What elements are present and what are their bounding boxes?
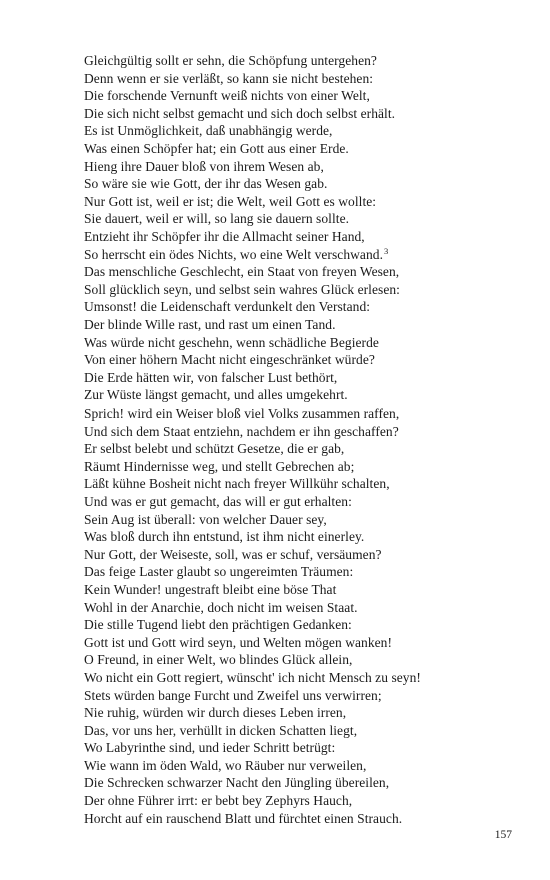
- verse-line: Die Erde hätten wir, von falscher Lust bethört,: [84, 369, 338, 385]
- verse-line: Denn wenn er sie verläßt, so kann sie nicht bestehen:: [84, 70, 374, 86]
- verse-line: O Freund, in einer Welt, wo blindes Glück allein,: [84, 652, 353, 668]
- page-number: 157: [494, 829, 512, 841]
- verse-line: So wäre sie wie Gott, der ihr das Wesen gab.: [84, 176, 328, 192]
- verse-line: Von einer höhern Macht nicht eingeschränket würde?: [84, 352, 375, 368]
- verse-line: Die sich nicht selbst gemacht und sich doch selbst erhält.: [84, 105, 396, 121]
- verse-line: Sprich! wird ein Weiser bloß viel Volks zusammen raffen,: [84, 406, 400, 421]
- verse-line: Was einen Schöpfer hat; ein Gott aus einer Erde.: [84, 140, 349, 156]
- verse-line: Sein Aug ist überall: von welcher Dauer sey,: [84, 511, 327, 527]
- stanza-2: [84, 405, 524, 827]
- verse-line: Das, vor uns her, verhüllt in dicken Schatten liegt,: [84, 722, 358, 738]
- verse-line: Stets würden bange Furcht und Zweifel uns verwirren;: [84, 687, 382, 703]
- verse-line: Horcht auf ein rauschend Blatt und fürchtet einen Strauch.: [84, 810, 403, 826]
- verse-line: Umsonst! die Leidenschaft verdunkelt den Verstand:: [84, 299, 371, 315]
- verse-line: Räumt Hindernisse weg, und stellt Gebrechen ab;: [84, 458, 355, 474]
- verse-line-with-footnote: [84, 246, 524, 264]
- verse-line: Sie dauert, weil er will, so lang sie dauern sollte.: [84, 211, 350, 227]
- verse-line: Das menschliche Geschlecht, ein Staat von freyen Wesen,: [84, 264, 400, 280]
- verse-line: Gleichgültig sollt er sehn, die Schöpfung untergehen?: [84, 53, 377, 68]
- verse-line: Wie wann im öden Wald, wo Räuber nur verweilen,: [84, 757, 367, 773]
- verse-line: Das feige Laster glaubt so ungereimten Träumen:: [84, 564, 354, 580]
- verse-line: Soll glücklich seyn, und selbst sein wahres Glück erlesen:: [84, 281, 400, 297]
- verse-line: Der blinde Wille rast, und rast um einen Tand.: [84, 316, 336, 332]
- verse-line: Die Schrecken schwarzer Nacht den Jüngling übereilen,: [84, 775, 390, 791]
- verse-line: Es ist Unmöglichkeit, daß unabhängig werde,: [84, 123, 333, 139]
- verse-line: Die forschende Vernunft weiß nichts von einer Welt,: [84, 88, 370, 104]
- verse-line: Entzieht ihr Schöpfer ihr die Allmacht seiner Hand,: [84, 228, 365, 244]
- verse-line: Was bloß durch ihn entstund, ist ihm nicht einerley.: [84, 529, 365, 545]
- verse-line: Wohl in der Anarchie, doch nicht im weisen Staat.: [84, 599, 358, 615]
- verse-line: Und was er gut gemacht, das will er gut erhalten:: [84, 493, 352, 509]
- verse-line: Der ohne Führer irrt: er bebt bey Zephyrs Hauch,: [84, 793, 353, 809]
- verse-line: Die stille Tugend liebt den prächtigen Gedanken:: [84, 617, 352, 633]
- verse-line: Läßt kühne Bosheit nicht nach freyer Willkühr schalten,: [84, 476, 390, 492]
- verse-line: Und sich dem Staat entziehn, nachdem er ihn geschaffen?: [84, 423, 399, 439]
- verse-line: Zur Wüste längst gemacht, und alles umgekehrt.: [84, 387, 348, 403]
- verse-line: Hieng ihre Dauer bloß von ihrem Wesen ab,: [84, 158, 324, 174]
- verse-line: Kein Wunder! ungestraft bleibt eine böse That: [84, 581, 337, 597]
- verse-line: Nur Gott ist, weil er ist; die Welt, weil Gott es wollte:: [84, 193, 377, 209]
- verse-line: Gott ist und Gott wird seyn, und Welten mögen wanken!: [84, 634, 393, 650]
- verse-line: Was würde nicht geschehn, wenn schädliche Begierde: [84, 334, 379, 350]
- verse-line-text: So herrscht ein ödes Nichts, wo eine Welt verschwand.: [84, 246, 383, 262]
- stanza-1: [84, 52, 524, 404]
- verse-line: Nie ruhig, würden wir durch dieses Leben irren,: [84, 705, 347, 721]
- verse-line: Wo Labyrinthe sind, und ieder Schritt betrügt:: [84, 740, 336, 756]
- verse-line: Nur Gott, der Weiseste, soll, was er schuf, versäumen?: [84, 546, 382, 562]
- verse-line: Wo nicht ein Gott regiert, wünscht' ich nicht Mensch zu seyn!: [84, 669, 421, 685]
- footnote-reference[interactable]: 3: [384, 245, 389, 256]
- verse-line: Er selbst belebt und schützt Gesetze, die er gab,: [84, 441, 345, 457]
